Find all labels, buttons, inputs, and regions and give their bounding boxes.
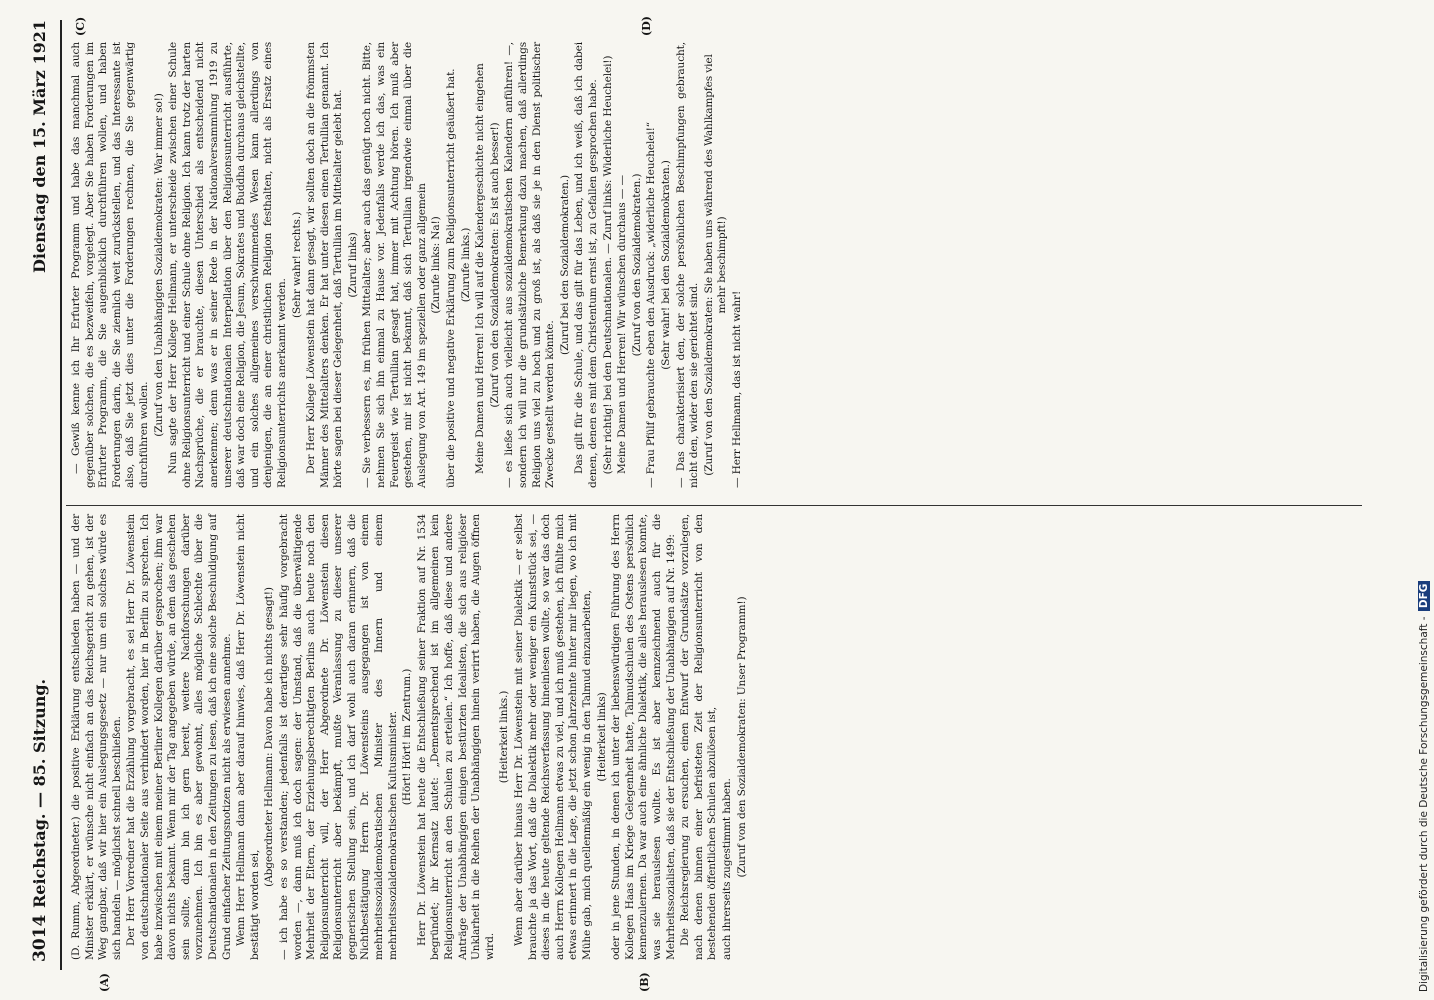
paragraph: Das gilt für die Schule, und das gilt für das Leben, und ich weiß, daß ich dabei denen, denen es mit dem Christentum ernst ist, zu Gefallen gesprochen habe. <box>573 42 599 488</box>
paragraph: Meine Damen und Herren! Wir wünschen durchaus — — <box>616 175 629 474</box>
running-head <box>0 0 66 1000</box>
interjection: (Sehr richtig! bei den Deutschnationalen. — Zuruf links: Widerliche Heuchelei!) <box>601 55 614 475</box>
paragraph: Wenn Herr Hellmann dann aber darauf hinwies, daß Herr Dr. Löwenstein nicht bestätigt worden sei, <box>235 514 261 960</box>
paragraph: Der Herr Kollege Löwenstein hat dann gesagt, wir sollten doch an die frömmsten Männer des Mittelalters denken. Er hat unter diesen einen Tertullian genannt. Ich hörte sagen bei dieser Gelegenheit, daß Tertullian im Mittelalter gelebt hat. <box>305 42 345 488</box>
page-number: 3014 <box>30 914 50 962</box>
interjection: (Abgeordneter Hellmann: Davon habe ich nichts gesagt!) <box>263 587 276 887</box>
paragraph: — Gewiß kenne ich Ihr Erfurter Programm und habe das manchmal auch gegenüber solchen, die es bezweifeln, vorgelegt. Aber Sie haben Forderungen im Erfurter Programm, die Sie augenblicklich durchführen wollen, und haben Forderungen darin, die Sie ziemlich weit zurückstellen, und das Interessante ist also, daß Sie jetzt dies unter die Forderungen rechnen, die Sie gegenwärtig durchführen wollen. <box>70 42 150 488</box>
interjection: (Zuruf links) <box>346 232 359 298</box>
margin-mark-b: (B) <box>638 972 651 992</box>
interjection: (Zuruf bei den Sozialdemokraten.) <box>558 174 571 356</box>
paragraph: — Frau Pfülf gebrauchte eben den Ausdruck: „widerliche Heuchelei!“ <box>645 122 658 488</box>
interjection: (Heiterkeit links) <box>595 692 608 782</box>
paragraph: (D. Rumm, Abgeordneter.) die positive Erklärung entschieden haben — und der Minister erklärt, er wünsche nicht einfach an das Reichsgericht zu gehen, ist der Weg gangbar, daß wir hier ein Auslegungsgesetz — nur um ein solches würde es sich handeln — möglichst schnell beschließen. <box>70 514 123 960</box>
paragraph: — ich habe es so verstanden; jedenfalls ist derartiges sehr häufig vorgebracht worden —, dann muß ich doch sagen: der Umstand, daß die überwältigende Mehrheit der Eltern, der Erziehungsberechtigten Berlins auch heute noch den Religionsunterricht will, der Herr Abgeordnete Dr. Löwenstein diesen Religionsunterricht aber bekämpft, mußte Veranlassung zu dieser unserer gegnerischen Stellung sein, und ich darf wohl auch daran erinnern, daß die Nichtbestätigung Herrn Dr. Löwensteins ausgegangen ist von einem mehrheitssozialdemokratischen Minister des Innern und einem mehrheitssozialdemokratischen Kultusminister. <box>277 514 399 960</box>
interjection: (Zuruf von den Unabhängigen Sozialdemokraten: War immer so!) <box>152 93 165 437</box>
paragraph: — Herr Hellmann, das ist nicht wahr! <box>730 290 743 488</box>
column-divider <box>66 505 1362 506</box>
credit-text: Digitalisierung gefördert durch die Deutsche Forschungsgemeinschaft - <box>1418 616 1430 992</box>
paragraph: Wenn aber darüber hinaus Herr Dr. Löwenstein mit seiner Dialektik — er selbst brauchte ja das Wort, daß die Dialektik mehr oder weniger ein Kunststück sei, — dieses in die heute geltende Reichsverfassung hineinlesen wollte, so war das doch auch Herrn Kollegen Hellmann etwas zu viel, und ich muß gestehen, ich fühlte mich etwas erinnert in die Lage, die jetzt schon Jahrzehnte hinter mir liegen, wo ich mit Mühe gab, mich quellenmäßig ein wenig in den Talmud einzuarbeiten, <box>513 514 593 960</box>
right-column <box>70 42 746 488</box>
interjection: (Zuruf von den Sozialdemokraten: Es ist auch besser!) <box>488 122 501 408</box>
interjection: (Hört! Hört! im Zentrum.) <box>401 668 414 806</box>
margin-mark-a: (A) <box>98 973 111 992</box>
paragraph: Der Herr Vorredner hat die Erzählung vorgebracht, es sei Herr Dr. Löwenstein von deutschnationaler Seite aus verhindert worden, hier in Berlin zu sprechen. Ich habe inzwischen mit einem meiner Berliner Kollegen darüber gesprochen; ihm war davon nichts bekannt. Wenn mir der Tag angegeben würde, an dem das geschehen sein sollte, dann bin ich gern bereit, weitere Nachforschungen darüber vorzunehmen. Ich bin es aber gewohnt, alles mögliche Schlechte über die Deutschnationalen in den Zeitungen zu lesen, daß ich eine solche Beschuldigung auf Grund einfacher Zeitungsnotizen nicht als erwiesen annehme. <box>125 514 233 960</box>
paragraph: — Das charakterisiert den, der solche persönlichen Beschimpfungen gebraucht, nicht den, wider den sie gerichtet sind. <box>674 42 701 488</box>
interjection: (Zuruf von den Sozialdemokraten.) <box>630 173 643 357</box>
paragraph: Meine Damen und Herren! Ich will auf die Kalendergeschichte nicht eingehen <box>474 63 487 474</box>
paragraph: — Sie verbessern es, im frühen Mittelalter; aber auch das genügt noch nicht. Bitte, nehmen Sie sich ihn einmal zu Hause vor. Jedenfalls werde ich das, was ein Feuergeist wie Tertullian gesagt hat, immer mit Achtung hören. Ich muß aber gestehen, mir ist nicht bekannt, daß sich Tertullian irgendwie einmal über die Auslegung von Art. 149 im speziellen oder ganz allgemein <box>361 42 428 488</box>
interjection: (Sehr wahr! bei den Sozialdemokraten.) <box>659 160 672 370</box>
left-column <box>70 514 750 960</box>
paragraph: über die positive und negative Erklärung zum Religionsunterricht geäußert hat. <box>445 68 458 488</box>
header-right-title: Dienstag den 15. März 1921 <box>30 20 49 273</box>
interjection: (Zuruf von den Sozialdemokraten: Unser Programm!) <box>735 596 748 878</box>
interjection: (Zurufe links: Na!) <box>430 216 443 314</box>
paragraph: — es ließe sich auch vielleicht aus sozialdemokratischen Kalendern anführen! —, sondern ich will nur die grundsätzliche Bemerkung dazu machen, daß allerdings Religion uns viel zu hoch und zu groß ist, als daß sie je in den Dienst politischer Zwecke gestellt werden könnte. <box>503 42 557 488</box>
header-rule <box>60 20 62 970</box>
margin-mark-c: (C) <box>74 16 87 36</box>
margin-mark-d: (D) <box>640 16 653 36</box>
interjection: (Zuruf von den Sozialdemokraten: Sie haben uns während des Wahlkampfes viel mehr beschimpft!) <box>702 54 729 476</box>
dfg-logo: DFG <box>1418 581 1430 612</box>
interjection: (Zurufe links.) <box>459 227 472 303</box>
paragraph: oder in jene Stunden, in denen ich unter der liebenswürdigen Führung des Herrn Kollegen Haas im Kriege Gelegenheit hatte, Talmudschulen des Ostens persönlich kennenzulernen. Da war auch eine ähnliche Dialektik, die alles herauslesen konnte, was sie herauslesen wollte. Es ist aber kennzeichnend auch für die Mehrheitssozialisten, daß sie der Entschließung der Unabhängigen auf Nr. 1499: <box>610 514 677 960</box>
quoted-resolution: Die Reichsregierung zu ersuchen, einen Entwurf der Grundsätze vorzulegen, nach denen binnen einer befristeten Zeit der Religionsunterricht von den bestehenden öffentlichen Schulen abzulösen ist, <box>679 514 719 960</box>
paragraph: auch ihrerseits zugestimmt haben. <box>720 778 733 960</box>
interjection: (Heiterkeit links.) <box>498 690 511 784</box>
digitization-credit <box>1418 581 1430 992</box>
paragraph: Nun sagte der Herr Kollege Hellmann, er unterscheide zwischen einer Schule ohne Religionsunterricht und einer Schule ohne Religion. Ich kann trotz der harten Nachsprüche, die er brauchte, diesen Unterschied als entscheidend nicht anerkennen; denn was er in seiner Rede in der Nationalversammlung 1919 zu unserer deutschnationalen Interpellation über den Religionsunterricht ausführte, daß war doch eine Religion, die Jesum, Sokrates und Buddha durchaus gleichstellte, und ein solches allgemeines verschwimmendes Wesen kann allerdings von denjenigen, die an einer christlichen Religion festhalten, nicht als Ersatz eines Religionsunterrichts anerkannt werden. <box>167 42 288 488</box>
header-left-title: Reichstag. — 85. Sitzung. <box>30 678 49 908</box>
paragraph: Herr Dr. Löwenstein hat heute die Entschließung seiner Fraktion auf Nr. 1534 begründet; ihr Kernsatz lautet: „Dementsprechend ist im allgemeinen kein Religionsunterricht an den Schulen zu erteilen.“ Ich hoffe, daß diese und andere Anträge der Unabhängigen einigen bestürzten Idealisten, die sich aus religiöser Unklarheit in die Reihen der Unabhängigen hinein verirrt haben, die Augen öffnen wird. <box>415 514 496 960</box>
interjection: (Sehr wahr! rechts.) <box>290 211 303 319</box>
